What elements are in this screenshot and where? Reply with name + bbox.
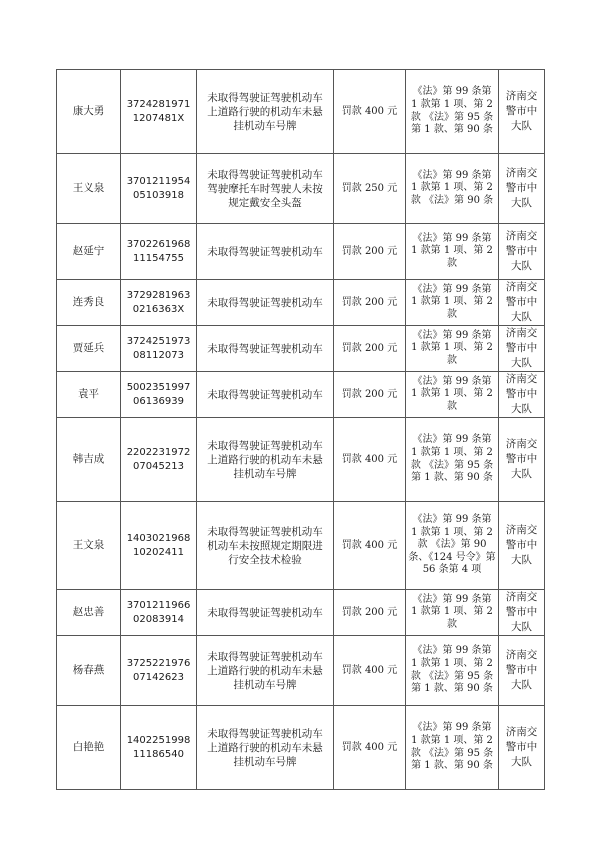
person-name: 康大勇 [57, 70, 121, 154]
id-number-part2: 0216363X [132, 303, 185, 315]
person-name: 贾延兵 [57, 326, 121, 372]
id-number-part1: 3724281971 [126, 98, 191, 110]
violation-description: 未取得驾驶证驾驶机动车 [197, 280, 334, 326]
enforcement-authority: 济南交警市中大队 [499, 154, 545, 224]
enforcement-authority: 济南交警市中大队 [499, 224, 545, 280]
enforcement-authority: 济南交警市中大队 [499, 636, 545, 706]
id-number-part1: 3729281963 [126, 289, 191, 301]
violation-description: 未取得驾驶证驾驶机动车 [197, 372, 334, 418]
id-number [121, 636, 197, 706]
id-number-part1: 3702261968 [126, 238, 191, 250]
id-number-part2: 07142623 [133, 671, 184, 683]
id-number-part2: 02083914 [133, 613, 184, 625]
enforcement-authority: 济南交警市中大队 [499, 280, 545, 326]
id-number-part2: 11186540 [133, 748, 184, 760]
table-row [57, 280, 545, 326]
person-name: 王文泉 [57, 502, 121, 590]
table-row [57, 224, 545, 280]
legal-basis: 《法》第 99 条第 1 款第 1 项、第 2 款 [406, 590, 499, 636]
violation-description: 未取得驾驶证驾驶机动车上道路行驶的机动车未悬挂机动车号牌 [197, 636, 334, 706]
person-name: 袁平 [57, 372, 121, 418]
enforcement-authority: 济南交警市中大队 [499, 502, 545, 590]
person-name: 韩吉成 [57, 418, 121, 502]
legal-basis: 《法》第 99 条第 1 款第 1 项、第 2 款 [406, 280, 499, 326]
person-name: 杨春燕 [57, 636, 121, 706]
penalty-amount: 罚款 200 元 [334, 326, 406, 372]
legal-basis: 《法》第 99 条第 1 款第 1 项、第 2 款 《法》第 95 条第 1 款、第 90 条 [406, 636, 499, 706]
person-name: 白艳艳 [57, 706, 121, 790]
legal-basis: 《法》第 99 条第 1 款第 1 项、第 2 款 《法》第 90 条 [406, 154, 499, 224]
enforcement-authority: 济南交警市中大队 [499, 590, 545, 636]
penalty-amount: 罚款 200 元 [334, 590, 406, 636]
person-name: 赵忠善 [57, 590, 121, 636]
id-number [121, 326, 197, 372]
table-row [57, 326, 545, 372]
table-row [57, 154, 545, 224]
id-number-part1: 3724251973 [126, 335, 191, 347]
penalty-amount: 罚款 400 元 [334, 70, 406, 154]
violation-description: 未取得驾驶证驾驶机动车 [197, 224, 334, 280]
person-name: 王义泉 [57, 154, 121, 224]
id-number-part1: 3701211966 [126, 599, 191, 611]
penalty-amount: 罚款 250 元 [334, 154, 406, 224]
table-row [57, 70, 545, 154]
id-number [121, 70, 197, 154]
violation-description: 未取得驾驶证驾驶机动车上道路行驶的机动车未悬挂机动车号牌 [197, 70, 334, 154]
enforcement-authority: 济南交警市中大队 [499, 70, 545, 154]
table-row [57, 372, 545, 418]
penalty-amount: 罚款 400 元 [334, 418, 406, 502]
id-number [121, 372, 197, 418]
id-number [121, 418, 197, 502]
enforcement-authority: 济南交警市中大队 [499, 418, 545, 502]
id-number [121, 706, 197, 790]
table-row [57, 706, 545, 790]
enforcement-authority: 济南交警市中大队 [499, 372, 545, 418]
id-number-part1: 5002351997 [126, 381, 191, 393]
legal-basis: 《法》第 99 条第 1 款第 1 项、第 2 款 [406, 326, 499, 372]
person-name: 连秀良 [57, 280, 121, 326]
violation-description: 未取得驾驶证驾驶机动车机动车未按照规定期限进行安全技术检验 [197, 502, 334, 590]
id-number [121, 154, 197, 224]
enforcement-authority: 济南交警市中大队 [499, 326, 545, 372]
violation-description: 未取得驾驶证驾驶机动车上道路行驶的机动车未悬挂机动车号牌 [197, 418, 334, 502]
legal-basis: 《法》第 99 条第 1 款第 1 项、第 2 款 《法》第 95 条第 1 款、第 90 条 [406, 418, 499, 502]
violation-description: 未取得驾驶证驾驶机动车 [197, 326, 334, 372]
table-row [57, 636, 545, 706]
id-number-part2: 08112073 [133, 349, 184, 361]
id-number-part1: 2202231972 [126, 446, 191, 458]
penalty-amount: 罚款 200 元 [334, 372, 406, 418]
id-number [121, 502, 197, 590]
penalty-amount: 罚款 400 元 [334, 636, 406, 706]
violation-description: 未取得驾驶证驾驶机动车 [197, 590, 334, 636]
legal-basis: 《法》第 99 条第 1 款第 1 项、第 2 款 《法》第 90 条、《124 号令》第 56 条第 4 项 [406, 502, 499, 590]
id-number-part1: 1403021968 [126, 532, 191, 544]
id-number-part2: 07045213 [133, 460, 184, 472]
id-number-part2: 11154755 [133, 252, 184, 264]
enforcement-authority: 济南交警市中大队 [499, 706, 545, 790]
id-number [121, 590, 197, 636]
id-number [121, 280, 197, 326]
legal-basis: 《法》第 99 条第 1 款第 1 项、第 2 款 [406, 224, 499, 280]
penalty-amount: 罚款 200 元 [334, 224, 406, 280]
violation-description: 未取得驾驶证驾驶机动车上道路行驶的机动车未悬挂机动车号牌 [197, 706, 334, 790]
id-number-part1: 3701211954 [126, 175, 191, 187]
penalty-amount: 罚款 400 元 [334, 502, 406, 590]
legal-basis: 《法》第 99 条第 1 款第 1 项、第 2 款 [406, 372, 499, 418]
id-number-part2: 10202411 [133, 546, 184, 558]
table-row [57, 418, 545, 502]
legal-basis: 《法》第 99 条第 1 款第 1 项、第 2 款 《法》第 95 条第 1 款、第 90 条 [406, 706, 499, 790]
violation-description: 未取得驾驶证驾驶机动车驾驶摩托车时驾驶人未按规定戴安全头盔 [197, 154, 334, 224]
id-number [121, 224, 197, 280]
penalty-amount: 罚款 200 元 [334, 280, 406, 326]
id-number-part1: 1402251998 [126, 734, 191, 746]
id-number-part2: 06136939 [133, 395, 184, 407]
penalty-records-table [56, 69, 545, 790]
id-number-part2: 1207481X [132, 112, 185, 124]
table-row [57, 502, 545, 590]
penalty-amount: 罚款 400 元 [334, 706, 406, 790]
id-number-part2: 05103918 [133, 189, 184, 201]
legal-basis: 《法》第 99 条第 1 款第 1 项、第 2 款 《法》第 95 条第 1 款、第 90 条 [406, 70, 499, 154]
table-row [57, 590, 545, 636]
person-name: 赵延宁 [57, 224, 121, 280]
id-number-part1: 3725221976 [126, 657, 191, 669]
